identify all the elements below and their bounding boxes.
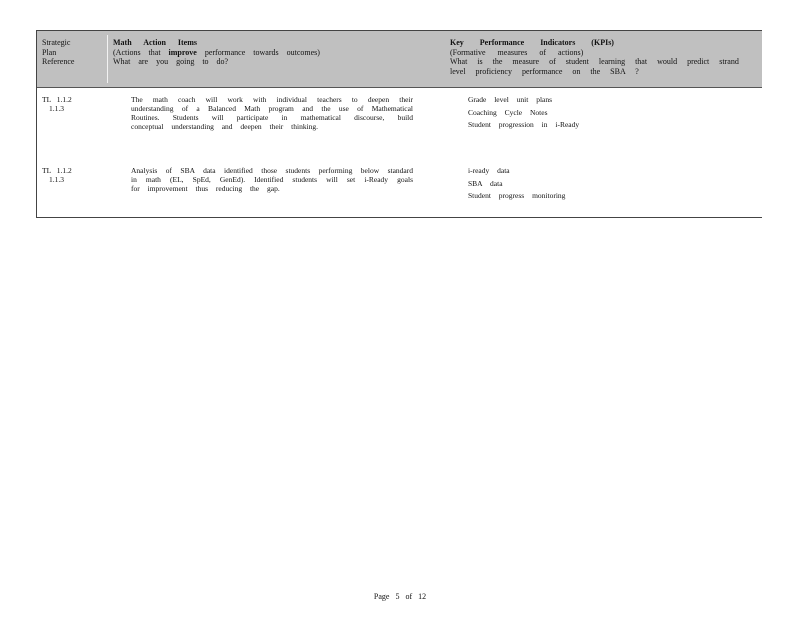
kpi-text: Student progression in i-Ready [468,120,580,129]
row-kpis [450,166,750,204]
list-item [450,95,750,108]
list-item [450,120,750,133]
row-kpis [450,95,750,133]
header-col3-title: Key Performance Indicators (KPIs) [450,38,614,47]
header-col2-sub2: What are you going to do? [113,57,229,66]
row-reference [42,95,92,113]
header-math-action-items [113,38,423,67]
header-col2-sub1-post: performance towards outcomes) [196,47,320,57]
header-col2-title: Math Action Items [113,38,197,47]
list-item [450,166,750,179]
header-col1-line2: Plan [42,47,57,57]
kpi-text: SBA data [468,178,503,188]
header-col2-sub1-bold: improve [168,47,197,57]
header-strategic-plan-reference [42,38,102,67]
table-header [37,31,762,88]
page-number: Page 5 of 12 [373,592,427,601]
list-item [450,108,750,121]
kpi-text: Grade level unit plans [468,95,553,104]
row-reference [42,166,92,184]
header-col2-sub1 [113,48,423,58]
header-col1-line1: Strategic [42,38,71,47]
list-item [450,191,750,204]
kpi-text: Coaching Cycle Notes [468,107,548,117]
header-col1-line3: Reference [42,57,75,66]
reference-line2: 1.1.3 [49,175,64,184]
reference-line2: 1.1.3 [49,104,64,113]
header-col2-sub1-pre: (Actions that [113,47,169,57]
header-divider [107,35,108,83]
kpi-text: i-ready data [468,166,510,175]
kpi-text: Student progress monitoring [468,191,566,200]
header-col3-sub1: (Formative measures of actions) [450,47,584,57]
reference-line1: TL 1.1.2 [42,95,72,104]
action-plan-table [36,30,762,218]
header-col3-sub2: What is the measure of student learning that would predict strand level proficiency performance on the SBA ? [450,57,739,76]
list-item [450,179,750,192]
reference-line1: TL 1.1.2 [42,166,72,175]
header-kpis [450,38,755,76]
action-text: The math coach will work with individual teachers to deepen their understanding of a Balanced Math program and the use of Mathematical Routines. Students will participate in mathematical discourse, build conceptual understanding and deepen their thinking. [131,95,413,131]
action-text: Analysis of SBA data identified those students performing below standard in math (EL, SpEd, GenEd). Identified students will set i-Ready goals for improvement thus reducing the gap. [131,166,413,193]
